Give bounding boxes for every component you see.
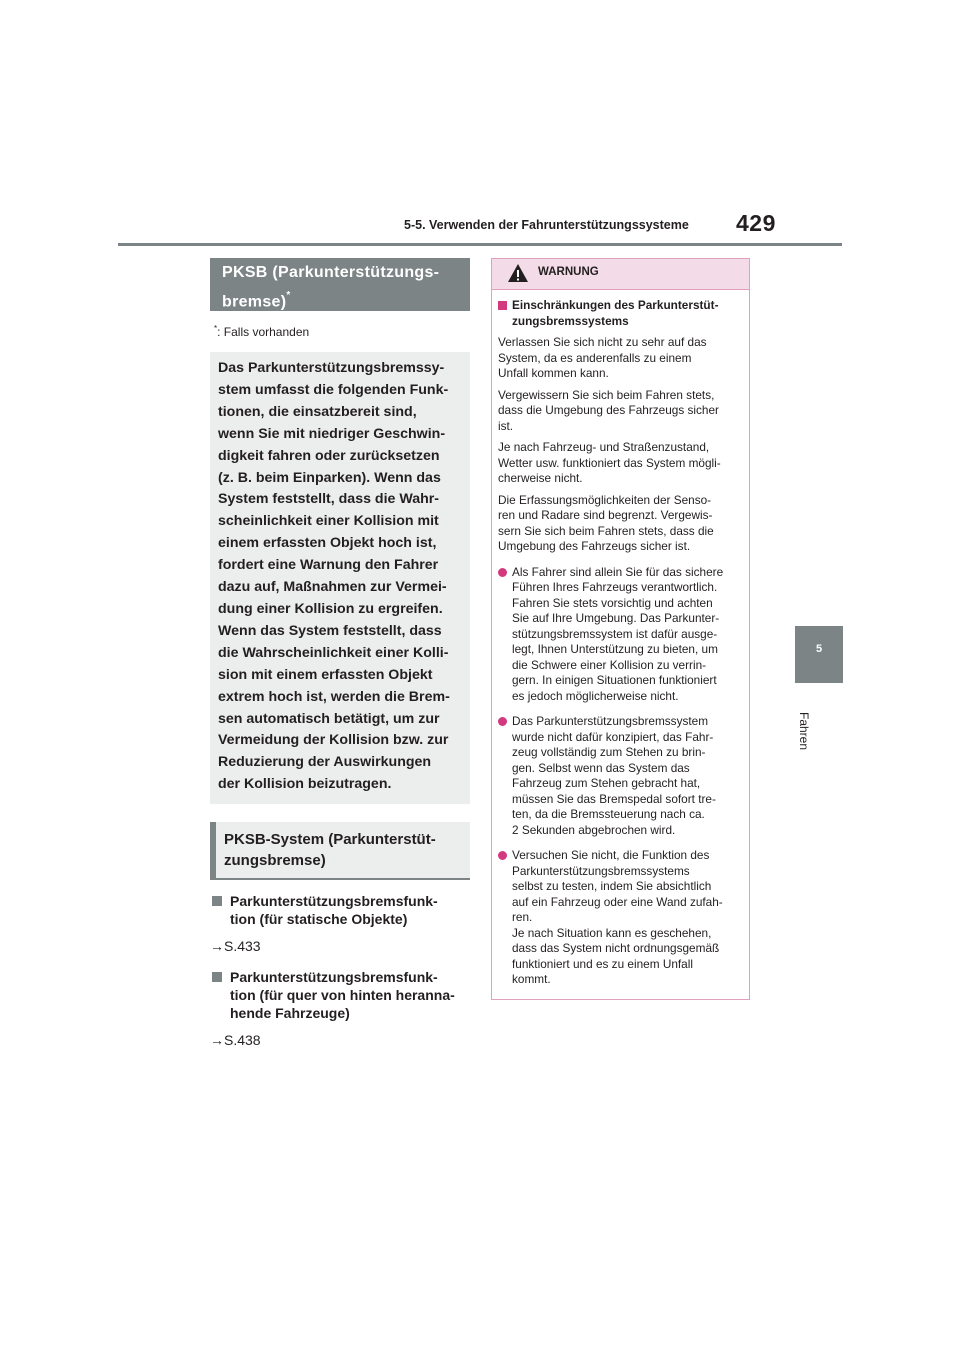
warning-triangle-icon xyxy=(507,263,529,283)
warning-bullet-text: Als Fahrer sind allein Sie für das sichere Führen Ihres Fahrzeugs verantwortlich. Fahren Sie stets vorsichtig und achten Sie auf Ihre Umgebung. Das Parkunter- stützungsbremssystem ist dafür ausge- legt, Ihnen Unterstützung zu bieten, um die Schwere einer Kollision zu verrin- gern. In einigen Situationen funktioniert es jedoch möglicherweise nicht. xyxy=(512,564,724,703)
left-column xyxy=(210,258,470,1048)
warning-bullet xyxy=(498,714,743,838)
warning-bullet-text: Versuchen Sie nicht, die Funktion des Parkunterstützungsbremssystems selbst zu testen, indem Sie absichtlich auf ein Fahrzeug oder eine Wand zufah- ren. Je nach Situation kann es geschehen, dass das System nicht ordnungsgemäß funktioniert und es zu einem Unfall kommt. xyxy=(512,848,723,986)
section-title-line2: bremse) xyxy=(222,293,287,311)
round-bullet-icon xyxy=(498,717,507,726)
warning-box xyxy=(491,258,750,1000)
section-title-line1: PKSB (Parkunterstützungs- xyxy=(222,264,440,281)
footnote-text: : Falls vorhanden xyxy=(217,325,310,339)
warning-paragraph: Vergewissern Sie sich beim Fahren stets, dass die Umgebung des Fahrzeugs sicher ist. xyxy=(498,387,719,433)
section-title-footnote-mark: * xyxy=(286,290,291,301)
warning-bullet xyxy=(498,848,743,988)
section-header-title: 5-5. Verwenden der Fahrunterstützungssysteme xyxy=(404,218,689,232)
warning-heading-text: Einschränkungen des Parkunterstüt- zungsbremssystems xyxy=(512,298,719,328)
footnote-mark: * xyxy=(214,324,218,333)
square-bullet-icon xyxy=(498,301,507,310)
header-divider xyxy=(118,243,842,246)
chapter-label: Fahren xyxy=(797,712,811,751)
warning-bullet-text: Das Parkunterstützungsbremssystem wurde nicht dafür konzipiert, das Fahr- zeug vollständig zum Stehen zu brin- gen. Selbst wenn das System das Fahrzeug zum Stehen gebracht hat, müssen Sie das Bremspedal sofort tre- ten, da die Bremssteuerung nach ca. 2 Sekunden abgebrochen wird. xyxy=(512,714,716,837)
square-bullet-icon xyxy=(212,972,222,982)
list-item-heading xyxy=(210,892,470,928)
item-heading-text: Parkunterstützungsbremsfunk- tion (für quer von hinten heranna- hende Fahrzeuge) xyxy=(230,969,455,1022)
item-heading-text: Parkunterstützungsbremsfunk- tion (für statische Objekte) xyxy=(230,893,438,928)
footnote xyxy=(210,324,470,339)
page-number: 429 xyxy=(736,210,776,236)
round-bullet-icon xyxy=(498,851,507,860)
chapter-number: 5 xyxy=(815,643,823,655)
warning-paragraph: Verlassen Sie sich nicht zu sehr auf das System, da es anderenfalls zu einem Unfall kommen kann. xyxy=(498,335,707,380)
square-bullet-icon xyxy=(212,896,222,906)
warning-header xyxy=(492,259,749,290)
warning-body xyxy=(492,290,749,988)
round-bullet-icon xyxy=(498,568,507,577)
list-item-heading xyxy=(210,968,470,1022)
warning-label: WARNUNG xyxy=(538,266,599,278)
warning-paragraph: Die Erfassungsmöglichkeiten der Senso- ren und Radare sind begrenzt. Vergewis- sern Sie sich beim Fahren stets, dass die Umgebung des Fahrzeugs sicher ist. xyxy=(498,492,714,553)
warning-heading xyxy=(498,298,743,329)
warning-paragraph: Je nach Fahrzeug- und Straßenzustand, Wetter usw. funktioniert das System mögli- cherweise nicht. xyxy=(498,440,721,485)
chapter-tab[interactable] xyxy=(795,626,843,683)
page-reference-link[interactable]: →S.433 xyxy=(210,938,261,955)
subsection-title: PKSB-System (Parkunterstüt- zungsbremse) xyxy=(210,822,470,880)
page-reference-link[interactable]: →S.438 xyxy=(210,1032,261,1049)
section-title xyxy=(210,258,470,311)
warning-bullet xyxy=(498,565,743,705)
intro-text: Das Parkunterstützungsbremssy- stem umfasst die folgenden Funk- tionen, die einsatzbereit sind, wenn Sie mit niedriger Geschwin- digkeit fahren oder zurücksetzen (z. B. beim Einparken). Wenn das System feststellt, dass die Wahr- scheinlichkeit einer Kollision mit einem erfassten Objekt hoch ist, fordert eine Warnung den Fahrer dazu auf, Maßnahmen zur Vermei- dung einer Kollision zu ergreifen. Wenn das System feststellt, dass die Wahrscheinlichkeit einer Kolli- sion mit einem erfassten Objekt extrem hoch ist, werden die Brem- sen automatisch betätigt, um zur Vermeidung der Kollision bzw. zur Reduzierung der Auswirkungen der Kollision beizutragen. xyxy=(210,352,470,804)
